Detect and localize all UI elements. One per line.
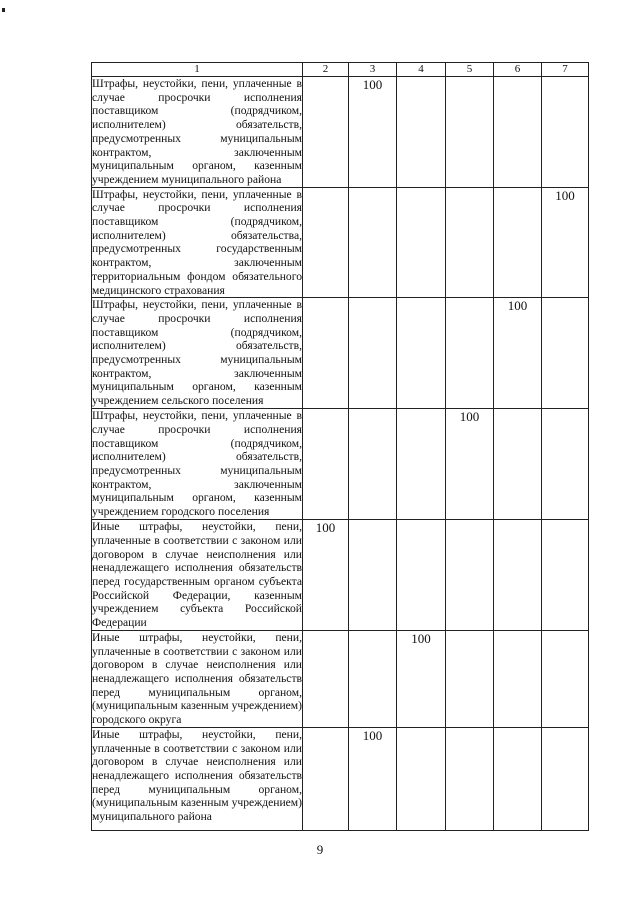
value-cell: 100 xyxy=(349,727,397,830)
value-cell xyxy=(542,630,589,727)
value-cell xyxy=(542,409,589,520)
value-cell xyxy=(349,520,397,631)
row-description: Иные штрафы, неустойки, пени, уплаченные в соответствии с законом или договором в случае неисполнения или ненадлежащего исполнения обязательств перед муниципальным органом, (муниципальным казенным учреждением) городского округа xyxy=(92,630,302,727)
value-cell xyxy=(397,727,446,830)
row-description: Штрафы, неустойки, пени, уплаченные в случае просрочки исполнения поставщиком (подрядчиком, исполнителем) обязательств, предусмотренных муниципальным контрактом, заключенным муниципальным органом, казенным учреждением сельского поселения xyxy=(92,298,302,408)
value-cell xyxy=(542,520,589,631)
value-cell xyxy=(542,77,589,188)
value-cell: 100 xyxy=(303,520,349,631)
value-cell: 100 xyxy=(349,77,397,188)
column-header: 1 xyxy=(92,63,303,77)
value-cell xyxy=(494,520,542,631)
value-cell xyxy=(397,409,446,520)
value-cell xyxy=(542,298,589,409)
row-description: Иные штрафы, неустойки, пени, уплаченные в соответствии с законом или договором в случае неисполнения или ненадлежащего исполнения обязательств перед государственным органом субъекта Российской Федерации, казенным учреждением субъекта Российской Федерации xyxy=(92,520,302,630)
value-cell xyxy=(446,77,494,188)
row-description: Штрафы, неустойки, пени, уплаченные в случае просрочки исполнения поставщиком (подрядчиком, исполнителем) обязательства, предусмотренных государственным контрактом, заключенным территориальным фондом обязательного медицинского страхования xyxy=(92,187,302,297)
table-row xyxy=(92,187,589,298)
value-cell xyxy=(446,187,494,298)
value-cell xyxy=(446,630,494,727)
value-cell xyxy=(397,298,446,409)
table-row xyxy=(92,630,589,727)
value-cell xyxy=(303,409,349,520)
value-cell xyxy=(494,630,542,727)
scan-mark xyxy=(2,8,5,12)
value-cell xyxy=(349,630,397,727)
value-cell xyxy=(446,727,494,830)
value-cell xyxy=(303,187,349,298)
value-cell xyxy=(397,520,446,631)
column-header: 5 xyxy=(446,63,494,77)
value-cell: 100 xyxy=(446,409,494,520)
value-cell xyxy=(303,630,349,727)
table-row xyxy=(92,409,589,520)
column-header: 4 xyxy=(397,63,446,77)
value-cell xyxy=(349,409,397,520)
column-header: 2 xyxy=(303,63,349,77)
row-description: Штрафы, неустойки, пени, уплаченные в случае просрочки исполнения поставщиком (подрядчиком, исполнителем) обязательств, предусмотренных муниципальным контрактом, заключенным муниципальным органом, казенным учреждением городского поселения xyxy=(92,409,302,519)
row-description: Штрафы, неустойки, пени, уплаченные в случае просрочки исполнения поставщиком (подрядчиком, исполнителем) обязательств, предусмотренных муниципальным контрактом, заключенным муниципальным органом, казенным учреждением муниципального района xyxy=(92,77,302,186)
value-cell xyxy=(397,187,446,298)
value-cell xyxy=(349,298,397,409)
value-cell xyxy=(349,187,397,298)
header-row xyxy=(92,63,589,77)
table-row xyxy=(92,520,589,631)
table-row xyxy=(92,298,589,409)
value-cell xyxy=(303,77,349,188)
value-cell xyxy=(446,298,494,409)
value-cell xyxy=(303,727,349,830)
value-cell: 100 xyxy=(397,630,446,727)
value-cell xyxy=(494,409,542,520)
income-table xyxy=(91,62,589,831)
column-header: 7 xyxy=(542,63,589,77)
value-cell xyxy=(542,727,589,830)
value-cell xyxy=(494,187,542,298)
value-cell xyxy=(303,298,349,409)
value-cell xyxy=(446,520,494,631)
table-row xyxy=(92,727,589,830)
column-header: 6 xyxy=(494,63,542,77)
value-cell xyxy=(494,727,542,830)
value-cell: 100 xyxy=(542,187,589,298)
table-row xyxy=(92,77,589,188)
page-number: 9 xyxy=(316,842,324,857)
row-description: Иные штрафы, неустойки, пени, уплаченные в соответствии с законом или договором в случае неисполнения или ненадлежащего исполнения обязательств перед муниципальным органом, (муниципальным казенным учреждением) муниципального района xyxy=(92,727,303,830)
value-cell: 100 xyxy=(494,298,542,409)
value-cell xyxy=(494,77,542,188)
column-header: 3 xyxy=(349,63,397,77)
value-cell xyxy=(397,77,446,188)
